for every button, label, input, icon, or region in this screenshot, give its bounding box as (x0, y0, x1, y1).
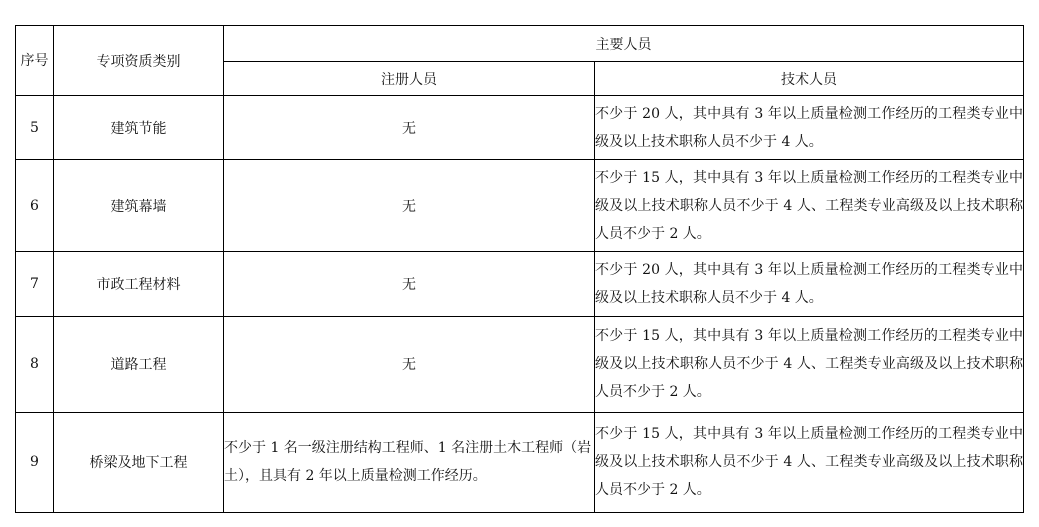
table-row (16, 160, 1024, 252)
header-technical: 技术人员 (595, 62, 1024, 96)
row-category: 桥梁及地下工程 (54, 412, 224, 512)
row-technical: 不少于 20 人，其中具有 3 年以上质量检测工作经历的工程类专业中级及以上技术职称人员不少于 4 人。 (595, 252, 1024, 316)
row-technical: 不少于 15 人，其中具有 3 年以上质量检测工作经历的工程类专业中级及以上技术职称人员不少于 4 人、工程类专业高级及以上技术职称人员不少于 2 人。 (595, 316, 1024, 412)
row-registered: 无 (224, 252, 595, 316)
row-technical: 不少于 15 人，其中具有 3 年以上质量检测工作经历的工程类专业中级及以上技术职称人员不少于 4 人、工程类专业高级及以上技术职称人员不少于 2 人。 (595, 412, 1024, 512)
table-row (16, 412, 1024, 512)
row-category: 市政工程材料 (54, 252, 224, 316)
row-registered: 无 (224, 96, 595, 160)
table-row (16, 316, 1024, 412)
qualification-table (15, 25, 1024, 513)
row-index: 5 (16, 96, 54, 160)
row-index: 8 (16, 316, 54, 412)
header-registered: 注册人员 (224, 62, 595, 96)
row-technical: 不少于 20 人，其中具有 3 年以上质量检测工作经历的工程类专业中级及以上技术职称人员不少于 4 人。 (595, 96, 1024, 160)
header-index: 序号 (16, 26, 54, 96)
row-registered: 无 (224, 316, 595, 412)
table-row (16, 252, 1024, 316)
row-category: 建筑节能 (54, 96, 224, 160)
row-index: 6 (16, 160, 54, 252)
row-registered: 无 (224, 160, 595, 252)
row-index: 7 (16, 252, 54, 316)
row-registered: 不少于 1 名一级注册结构工程师、1 名注册土木工程师（岩土），且具有 2 年以上质量检测工作经历。 (224, 412, 595, 512)
header-category: 专项资质类别 (54, 26, 224, 96)
header-row-1 (16, 26, 1024, 62)
row-category: 建筑幕墙 (54, 160, 224, 252)
header-main-personnel: 主要人员 (224, 26, 1024, 62)
table-row (16, 96, 1024, 160)
row-category: 道路工程 (54, 316, 224, 412)
row-technical: 不少于 15 人，其中具有 3 年以上质量检测工作经历的工程类专业中级及以上技术职称人员不少于 4 人、工程类专业高级及以上技术职称人员不少于 2 人。 (595, 160, 1024, 252)
row-index: 9 (16, 412, 54, 512)
